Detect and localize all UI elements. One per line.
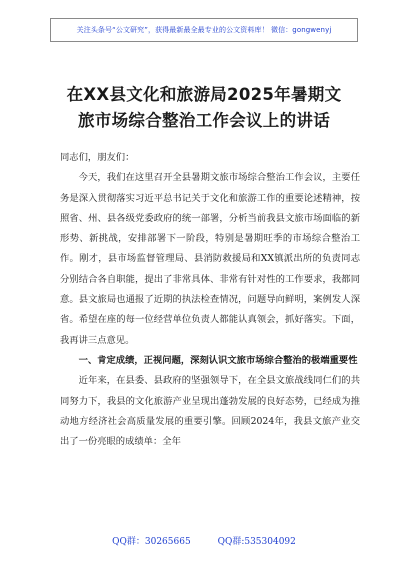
- paragraph: 近年来，在县委、县政府的坚强领导下，在全县文旅战线同仁们的共同努力下，我县的文化旅游产业呈现出蓬勃发展的良好态势，已经成为推动地方经济社会高质量发展的重要引擎。回顾2024年，我县文旅产业交出了一份亮眼的成绩单：全年: [60, 375, 360, 448]
- document-body: [60, 148, 360, 452]
- header-banner: 关注头条号“公文研究”，获得最新最全最专业的公文资料库！ 微信：gongwenyj: [50, 18, 358, 42]
- footer-qq-group-2: QQ群:535304092: [217, 537, 296, 547]
- title-line-2: 旅市场综合整治工作会议上的讲话: [78, 111, 330, 130]
- paragraph: 今天，我们在这里召开全县暑期文旅市场综合整治工作会议，主要任务是深入贯彻落实习近平总书记关于文化和旅游工作的重要论述精神，按照省、州、县各级党委政府的统一部署，分析当前我县文旅市场面临的新形势、新挑战，安排部署下一阶段，特别是暑期旺季的市场综合整治工作。刚才，县市场监督管理局、县消防救援局和XX镇派出所的负责同志分别结合各自职能，提出了非常具体、非常有针对性的工作要求，我都同意。县文旅局也通报了近期的执法检查情况，问题导向鲜明，案例发人深省。希望在座的每一位经营单位负责人都能认真领会，抓好落实。下面，我再讲三点意见。: [60, 172, 360, 346]
- title-line-1: 在XX县文化和旅游局2025年暑期文: [66, 85, 342, 104]
- section-heading: 一、肯定成绩，正视问题，深刻认识文旅市场综合整治的极端重要性: [78, 354, 358, 366]
- footer-qq-group-1: QQ群：30265665: [112, 537, 191, 547]
- greeting: 同志们，朋友们：: [60, 152, 135, 163]
- footer: [0, 534, 408, 547]
- document-title: [20, 82, 388, 134]
